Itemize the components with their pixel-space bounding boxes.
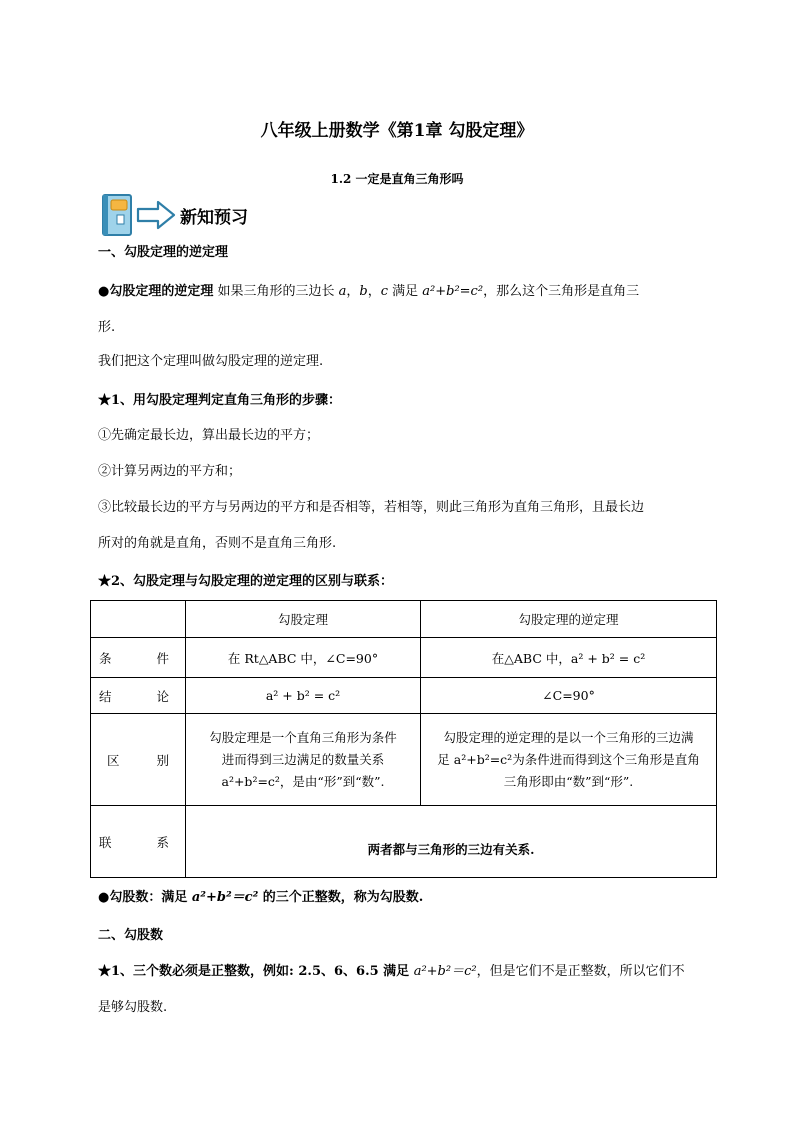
step-3: ③比较最长边的平方与另两边的平方和是否相等，若相等，则此三角形为直角三角形，且最长边 <box>98 500 645 515</box>
header-converse: 勾股定理的逆定理 <box>421 601 717 638</box>
step-3-cont: 所对的角就是直角，否则不是直角三角形. <box>98 536 337 551</box>
table-row <box>91 638 717 678</box>
naming-text: 我们把这个定理叫做勾股定理的逆定理. <box>98 354 324 369</box>
condition-pythagorean: 在 Rt△ABC 中，∠C=90° <box>186 638 421 678</box>
conclusion-pythagorean: a² + b² = c² <box>186 678 421 714</box>
difference-converse: 勾股定理的逆定理的是以一个三角形的三边满 足 a²+b²=c²为条件进而得到这个三角形是直角 三角形即由“数”到“形”. <box>421 714 717 806</box>
section-header: 新知预习 <box>180 208 248 228</box>
var-b: b <box>359 284 368 299</box>
step-2: ②计算另两边的平方和； <box>98 464 242 479</box>
converse-theorem <box>98 282 639 302</box>
header-pythagorean: 勾股定理 <box>186 601 421 638</box>
part1-heading: 一、勾股定理的逆定理 <box>98 245 229 260</box>
document-title: 八年级上册数学《第1章 勾股定理》 <box>260 121 534 141</box>
sep2: ， <box>367 284 381 299</box>
table-header-row <box>91 601 717 638</box>
converse-text-a: 如果三角形的三边长 <box>213 284 339 299</box>
row-label-conclusion: 结 论 <box>91 678 186 714</box>
part2-heading: 二、勾股数 <box>98 928 164 943</box>
difference-pythagorean: 勾股定理是一个直角三角形为条件 进而得到三边满足的数量关系 a²+b²=c²，是由“形”到“数”. <box>186 714 421 806</box>
table-row <box>91 678 717 714</box>
steps-heading: ★1、用勾股定理判定直角三角形的步骤： <box>98 393 342 408</box>
link-text: 两者都与三角形的三边有关系. <box>186 806 717 878</box>
converse-text-c: ，那么这个三角形是直角三 <box>483 284 640 299</box>
note1-line2: 是够勾股数. <box>98 1000 168 1015</box>
sep1: ， <box>346 284 360 299</box>
table-row <box>91 714 717 806</box>
book-arrow-icon <box>100 192 180 238</box>
conclusion-converse: ∠C=90° <box>421 678 717 714</box>
row-label-condition: 条 件 <box>91 638 186 678</box>
converse-label: ●勾股定理的逆定理 <box>98 284 214 299</box>
var-c: c <box>380 284 389 299</box>
note1-line1: ★1、三个数必须是正整数，例如: 2.5、6、6.5 满足 a²+b²＝c²，但是它们不是正整数，所以它们不 <box>98 964 685 979</box>
step-1: ①先确定最长边，算出最长边的平方； <box>98 428 320 443</box>
converse-text-d: 形. <box>98 320 116 335</box>
converse-text-b: 满足 <box>388 284 423 299</box>
pythagorean-triple-def: ●勾股数：满足 a²+b²＝c² 的三个正整数，称为勾股数. <box>98 890 424 905</box>
section-subtitle: 1.2 一定是直角三角形吗 <box>330 172 464 186</box>
table-corner <box>91 601 186 638</box>
row-label-difference: 区 别 <box>91 714 186 806</box>
table-row <box>91 806 717 878</box>
comparison-table <box>90 600 717 878</box>
row-label-link: 联 系 <box>91 806 186 878</box>
condition-converse: 在△ABC 中，a² + b² = c² <box>421 638 717 678</box>
compare-heading: ★2、勾股定理与勾股定理的逆定理的区别与联系： <box>98 574 394 589</box>
var-a: a <box>338 284 347 299</box>
converse-formula: a²+b²=c² <box>422 284 484 299</box>
